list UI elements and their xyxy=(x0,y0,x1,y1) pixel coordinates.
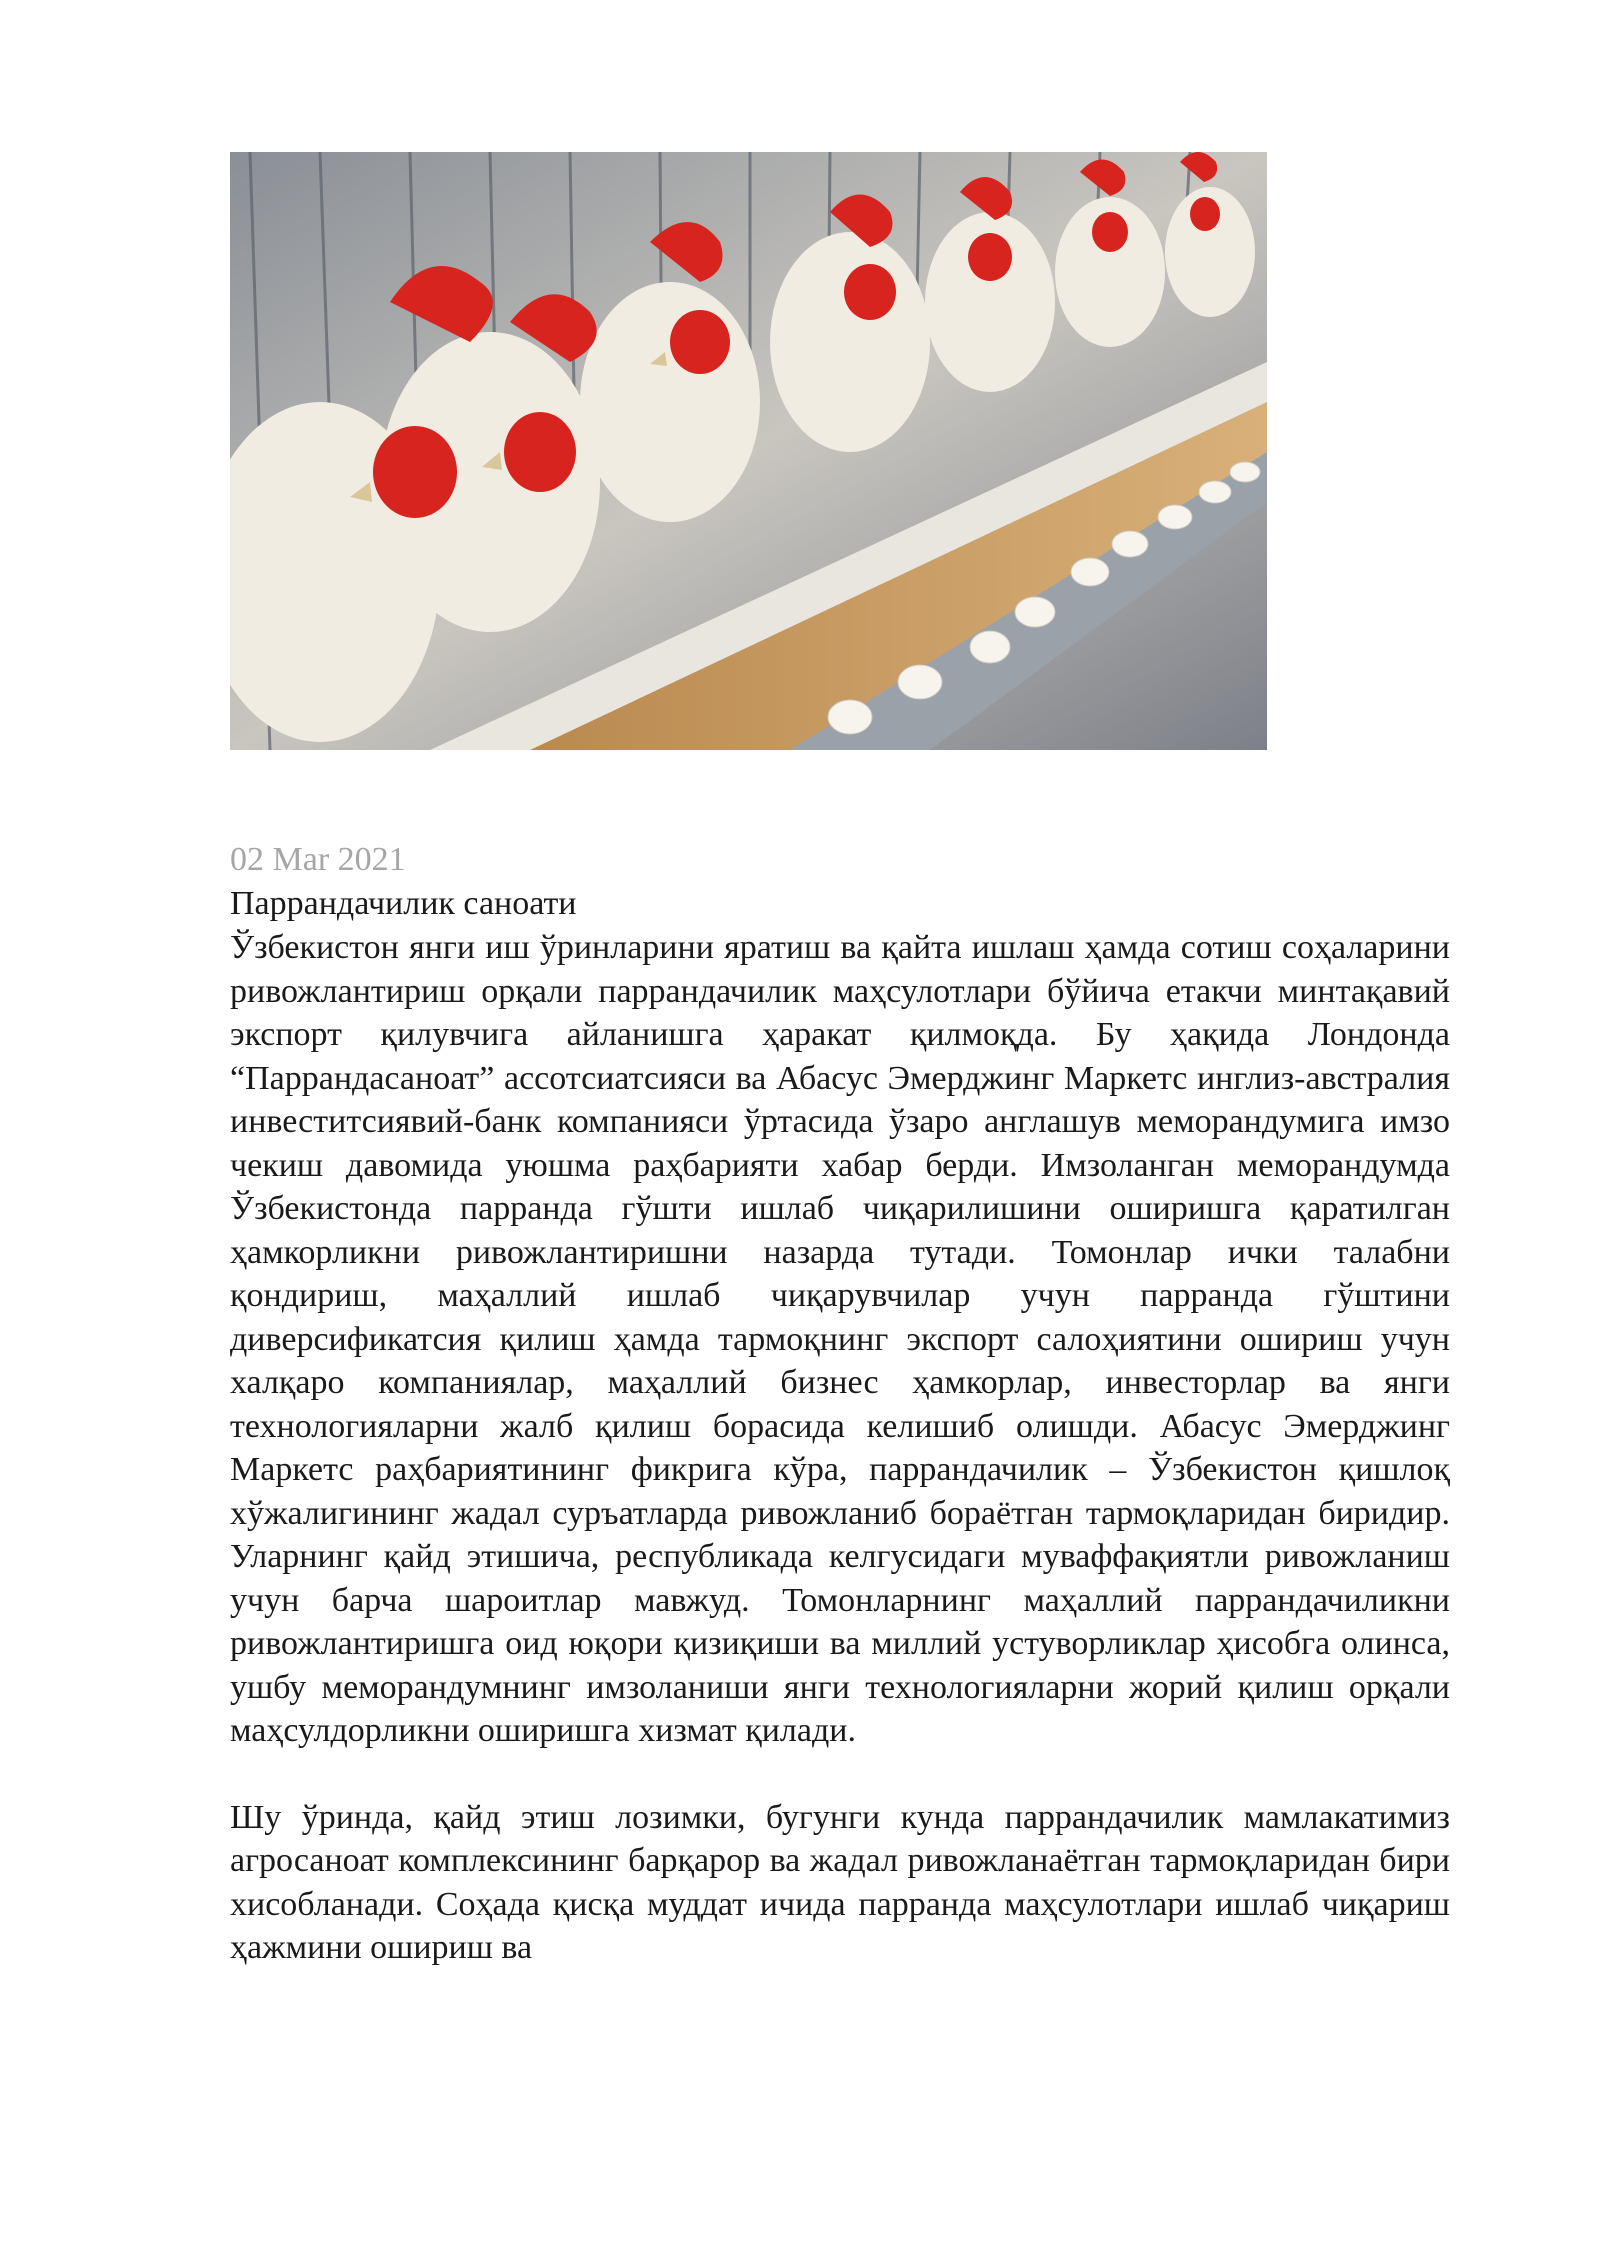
article-date: 02 Mar 2021 xyxy=(230,841,406,878)
poultry-farm-photo xyxy=(230,152,1267,750)
article xyxy=(230,838,1450,1970)
article-paragraph: Ўзбекистон янги иш ўринларини яратиш ва қайта ишлаш ҳамда сотиш соҳаларини ривожлантириш орқали паррандачилик маҳсулотлари бўйича етакчи минтақавий экспорт қилувчига айланишга ҳаракат қилмоқда. Бу ҳақида Лондонда “Паррандасаноат” ассотсиатсияси ва Абасус Эмерджинг Маркетс инглиз-австралия инвеститсиявий-банк компанияси ўртасида ўзаро англашув меморандумига имзо чекиш давомида уюшма раҳбарияти хабар берди. Имзоланган меморандумда Ўзбекистонда парранда гўшти ишлаб чиқарилишини оширишга қаратилган ҳамкорликни ривожлантиришни назарда тутади. Томонлар ички талабни қондириш, маҳаллий ишлаб чиқарувчилар учун парранда гўштини диверсификатсия қилиш ҳамда тармоқнинг экспорт салоҳиятини ошириш учун халқаро компаниялар, маҳаллий бизнес ҳамкорлар, инвесторлар ва янги технологияларни жалб қилиш борасида келишиб олишди. Абасус Эмерджинг Маркетс раҳбариятининг фикрига кўра, паррандачилик – Ўзбекистон қишлоқ хўжалигининг жадал суръатларда ривожланиб бораётган тармоқларидан биридир. Уларнинг қайд этишича, республикада келгусидаги муваффақиятли ривожланиш учун барча шароитлар мавжуд. Томонларнинг маҳаллий паррандачиликни ривожлантиришга оид юқори қизиқиши ва миллий устуворликлар ҳисобга олинса, ушбу меморандумнинг имзоланиши янги технологияларни жорий қилиш орқали маҳсулдорликни оширишга хизмат қилади. xyxy=(230,929,1450,1749)
article-paragraph: Шу ўринда, қайд этиш лозимки, бугунги кунда паррандачилик мамлакатимиз агросаноат комплексининг барқарор ва жадал ривожланаётган тармоқларидан бири хисобланади. Соҳада қисқа муддат ичида парранда маҳсулотлари ишлаб чиқариш ҳажмини ошириш ва xyxy=(230,1798,1450,1966)
article-title: Паррандачилик саноати xyxy=(230,885,577,922)
hens-illustration xyxy=(230,152,1267,750)
